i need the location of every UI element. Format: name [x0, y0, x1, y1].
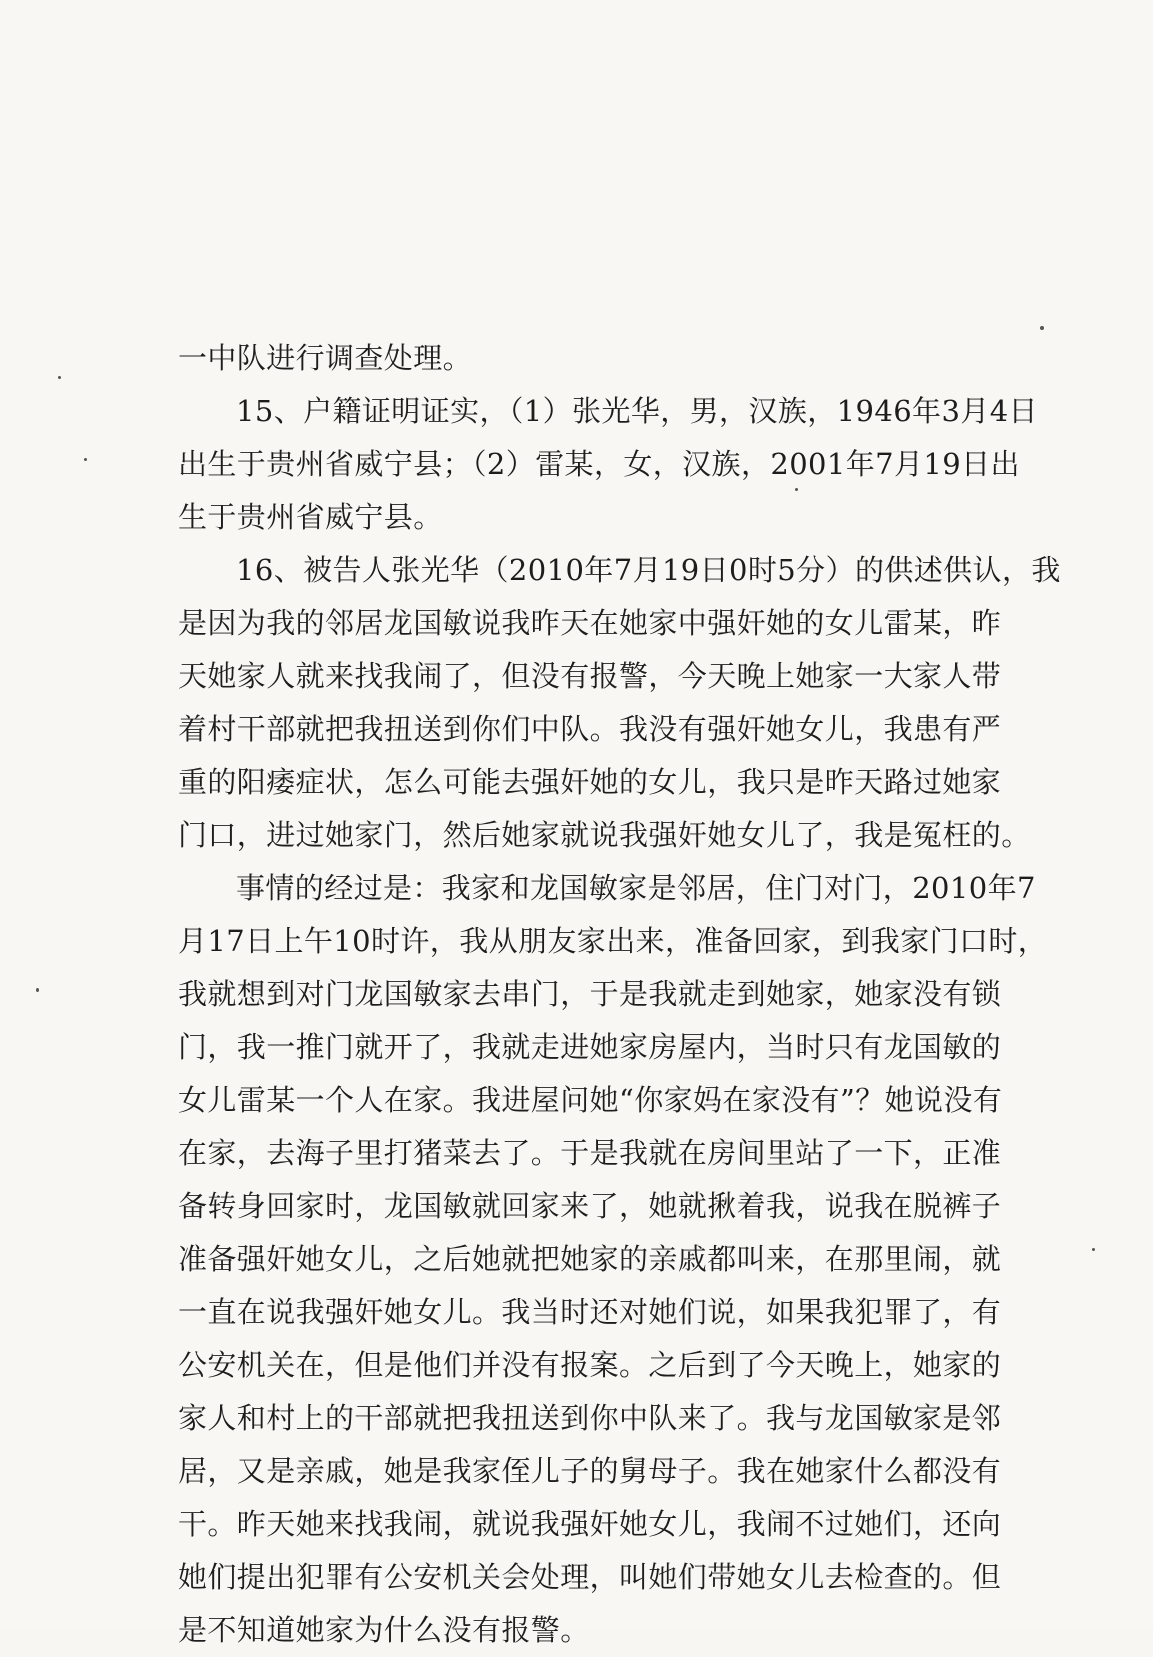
text-line: 着村干部就把我扭送到你们中队。我没有强奸她女儿，我患有严 — [178, 712, 1002, 746]
text-line: 15、户籍证明证实，（1）张光华，男，汉族，1946年3月4日 — [236, 394, 1038, 428]
text-line: 门口，进过她家门，然后她家就说我强奸她女儿了，我是冤枉的。 — [178, 818, 1031, 852]
text-line: 门，我一推门就开了，我就走进她家房屋内，当时只有龙国敏的 — [178, 1030, 1002, 1064]
text-line: 准备强奸她女儿，之后她就把她家的亲戚都叫来，在那里闹，就 — [178, 1242, 1002, 1276]
text-line: 天她家人就来找我闹了，但没有报警，今天晚上她家一大家人带 — [178, 659, 1002, 693]
scan-speck — [58, 376, 61, 379]
text-line: 生于贵州省威宁县。 — [178, 500, 443, 534]
scan-speck — [1040, 326, 1044, 330]
scan-speck — [84, 458, 87, 461]
text-line: 公安机关在，但是他们并没有报案。之后到了今天晚上，她家的 — [178, 1348, 1002, 1382]
text-line: 出生于贵州省威宁县；（2）雷某，女，汉族，2001年7月19日出 — [178, 447, 1020, 481]
text-line: 一直在说我强奸她女儿。我当时还对她们说，如果我犯罪了，有 — [178, 1295, 1002, 1329]
text-line: 是不知道她家为什么没有报警。 — [178, 1613, 590, 1647]
text-line: 重的阳痿症状，怎么可能去强奸她的女儿，我只是昨天路过她家 — [178, 765, 1002, 799]
document-body — [178, 332, 1078, 1657]
text-line: 在家，去海子里打猪菜去了。于是我就在房间里站了一下，正准 — [178, 1136, 1002, 1170]
text-line: 一中队进行调查处理。 — [178, 341, 473, 375]
text-line: 干。昨天她来找我闹，就说我强奸她女儿，我闹不过她们，还向 — [178, 1507, 1002, 1541]
text-line: 是因为我的邻居龙国敏说我昨天在她家中强奸她的女儿雷某，昨 — [178, 606, 1002, 640]
text-line: 事情的经过是：我家和龙国敏家是邻居，住门对门，2010年7 — [236, 871, 1036, 905]
text-line: 她们提出犯罪有公安机关会处理，叫她们带她女儿去检查的。但 — [178, 1560, 1002, 1594]
text-line: 家人和村上的干部就把我扭送到你中队来了。我与龙国敏家是邻 — [178, 1401, 1002, 1435]
scan-speck — [36, 988, 39, 992]
text-line: 居，又是亲戚，她是我家侄儿子的舅母子。我在她家什么都没有 — [178, 1454, 1002, 1488]
scan-speck — [1092, 1248, 1095, 1251]
text-line: 我就想到对门龙国敏家去串门，于是我就走到她家，她家没有锁 — [178, 977, 1002, 1011]
text-line: 月17日上午10时许，我从朋友家出来，准备回家，到我家门口时， — [178, 924, 1048, 958]
text-line: 女儿雷某一个人在家。我进屋问她“你家妈在家没有”？她说没有 — [178, 1083, 1003, 1117]
text-line: 16、被告人张光华（2010年7月19日0时5分）的供述供认，我 — [236, 553, 1061, 587]
text-line: 备转身回家时，龙国敏就回家来了，她就揪着我，说我在脱裤子 — [178, 1189, 1002, 1223]
